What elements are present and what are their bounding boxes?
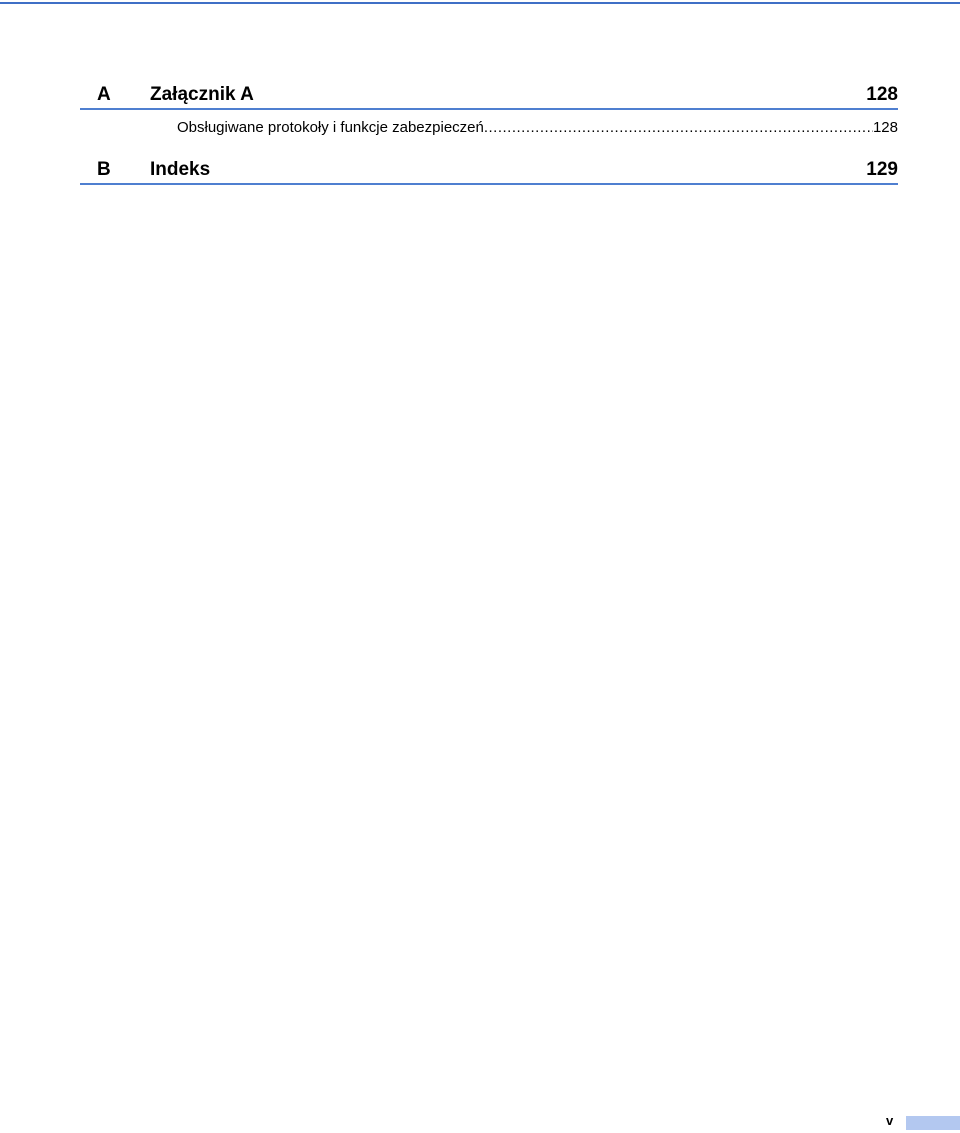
footer-bar bbox=[906, 1116, 960, 1130]
chapter-page-number: 128 bbox=[866, 84, 898, 105]
chapter-letter: B bbox=[97, 159, 111, 180]
chapter-title: Załącznik A bbox=[150, 84, 254, 105]
chapter-title: Indeks bbox=[150, 159, 211, 180]
chapter-letter: A bbox=[97, 84, 111, 105]
toc-entry[interactable] bbox=[177, 118, 898, 138]
toc-chapter-b[interactable] bbox=[80, 157, 898, 185]
page-number: v bbox=[886, 1113, 894, 1128]
top-rule bbox=[0, 2, 960, 4]
dot-leader bbox=[484, 118, 873, 138]
toc-entry-text: Obsługiwane protokoły i funkcje zabezpieczeń bbox=[177, 119, 484, 136]
toc-entry-page-number: 128 bbox=[872, 119, 898, 136]
toc-chapter-a[interactable] bbox=[80, 82, 898, 110]
chapter-page-number: 129 bbox=[866, 159, 898, 180]
